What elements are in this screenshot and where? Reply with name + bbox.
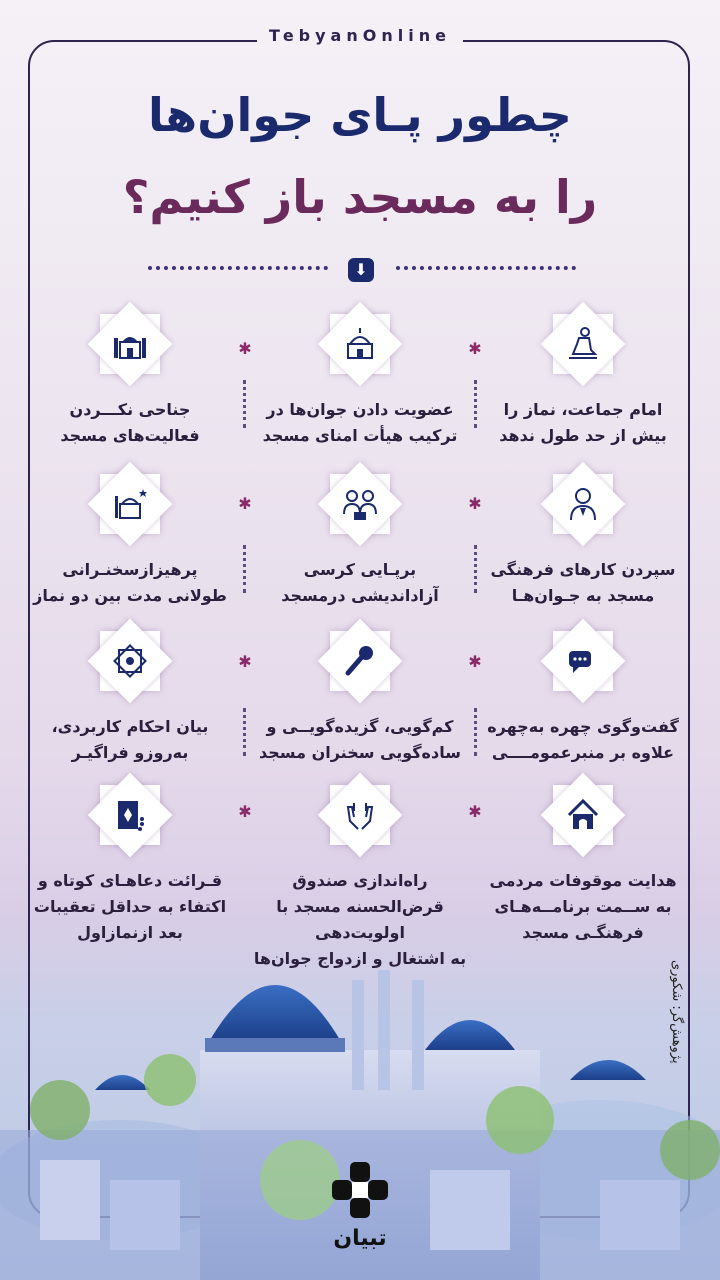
tip-text: جناحی نکـــردن فعالیت‌های مسجد <box>60 400 200 445</box>
tip-item-6 <box>25 465 235 609</box>
tip-item-5 <box>255 465 465 609</box>
tip-item-7 <box>478 622 688 766</box>
prayer-book-icon <box>91 776 169 854</box>
dotted-separator <box>474 545 477 593</box>
researcher-credit: پژوهش‌گر: شکوری <box>669 960 684 1064</box>
tip-text: کم‌گویی، گزیده‌گویــی و ساده‌گویی سخنران مسجد <box>259 717 461 762</box>
separator-flower-icon: ✱ <box>468 494 482 513</box>
islamic-star-icon <box>91 622 169 700</box>
tip-item-8 <box>255 622 465 766</box>
tip-item-3 <box>25 305 235 449</box>
dotted-separator <box>243 545 246 593</box>
tip-text: سپردن کارهای فرهنگی مسجد به جـوان‌هـا <box>490 560 676 605</box>
tip-item-12 <box>25 776 235 946</box>
microphone-icon <box>321 622 399 700</box>
tip-text: قـرائت دعاهـای کوتاه و اکتفاء به حداقل تعقیبات بعد ازنمازاول <box>33 871 227 942</box>
logo-text: تبیان <box>333 1226 387 1251</box>
chat-bubbles-icon <box>544 622 622 700</box>
mosque-dome-icon <box>91 305 169 383</box>
tip-text: پرهیزازسخنـرانی طولانی مدت بین دو نماز <box>33 560 227 605</box>
tebyan-logo-icon <box>330 1160 390 1220</box>
tebyan-logo <box>320 1160 400 1260</box>
mosque-star-icon <box>91 465 169 543</box>
tip-item-9 <box>25 622 235 766</box>
tip-text: برپـایی کرسی آزاداندیشی درمسجد <box>281 560 439 605</box>
separator-flower-icon: ✱ <box>238 494 252 513</box>
mosque-icon <box>321 305 399 383</box>
dotted-separator <box>474 708 477 756</box>
brand-header <box>0 26 720 45</box>
tip-text: گفت‌وگوی چهره به‌چهره علاوه بر منبرعمومــــی <box>487 717 679 762</box>
arrow-down-icon: ⬇ <box>348 258 374 282</box>
tip-text: راه‌اندازی صندوق قرض‌الحسنه مسجد با اولویت‌دهی به اشتغال و ازدواج جوان‌ها <box>253 871 467 968</box>
brand-name: TebyanOnline <box>257 26 463 45</box>
title-line-2: را به مسجد باز کنیم؟ <box>122 170 598 224</box>
separator-flower-icon: ✱ <box>468 652 482 671</box>
tip-text: هدایت موقوفات مردمی به ســمت برنامــه‌هـای فرهنگـی مسجد <box>489 871 677 942</box>
tip-item-4 <box>478 465 688 609</box>
house-home-icon <box>544 776 622 854</box>
separator-flower-icon: ✱ <box>238 339 252 358</box>
dotted-separator <box>474 380 477 428</box>
tip-item-10 <box>478 776 688 946</box>
dotted-separator <box>243 708 246 756</box>
dotted-divider-right <box>396 266 576 270</box>
dotted-separator <box>243 380 246 428</box>
separator-flower-icon: ✱ <box>468 802 482 821</box>
separator-flower-icon: ✱ <box>468 339 482 358</box>
dotted-divider-left <box>148 266 328 270</box>
group-discussion-icon <box>321 465 399 543</box>
title-line-1: چطور پـای جوان‌ها <box>148 88 572 142</box>
tip-text: امام جماعت، نماز را بیش از حد طول ندهد <box>499 400 667 445</box>
young-man-icon <box>544 465 622 543</box>
tip-text: بیان احکام کاربردی، به‌روزو فراگیـر <box>51 717 209 762</box>
praying-hands-icon <box>321 776 399 854</box>
separator-flower-icon: ✱ <box>238 802 252 821</box>
tip-item-1 <box>478 305 688 449</box>
tip-item-2 <box>255 305 465 449</box>
praying-person-icon <box>544 305 622 383</box>
separator-flower-icon: ✱ <box>238 652 252 671</box>
tip-text: عضویت دادن جوان‌ها در ترکیب هیأت امنای مسجد <box>262 400 458 445</box>
